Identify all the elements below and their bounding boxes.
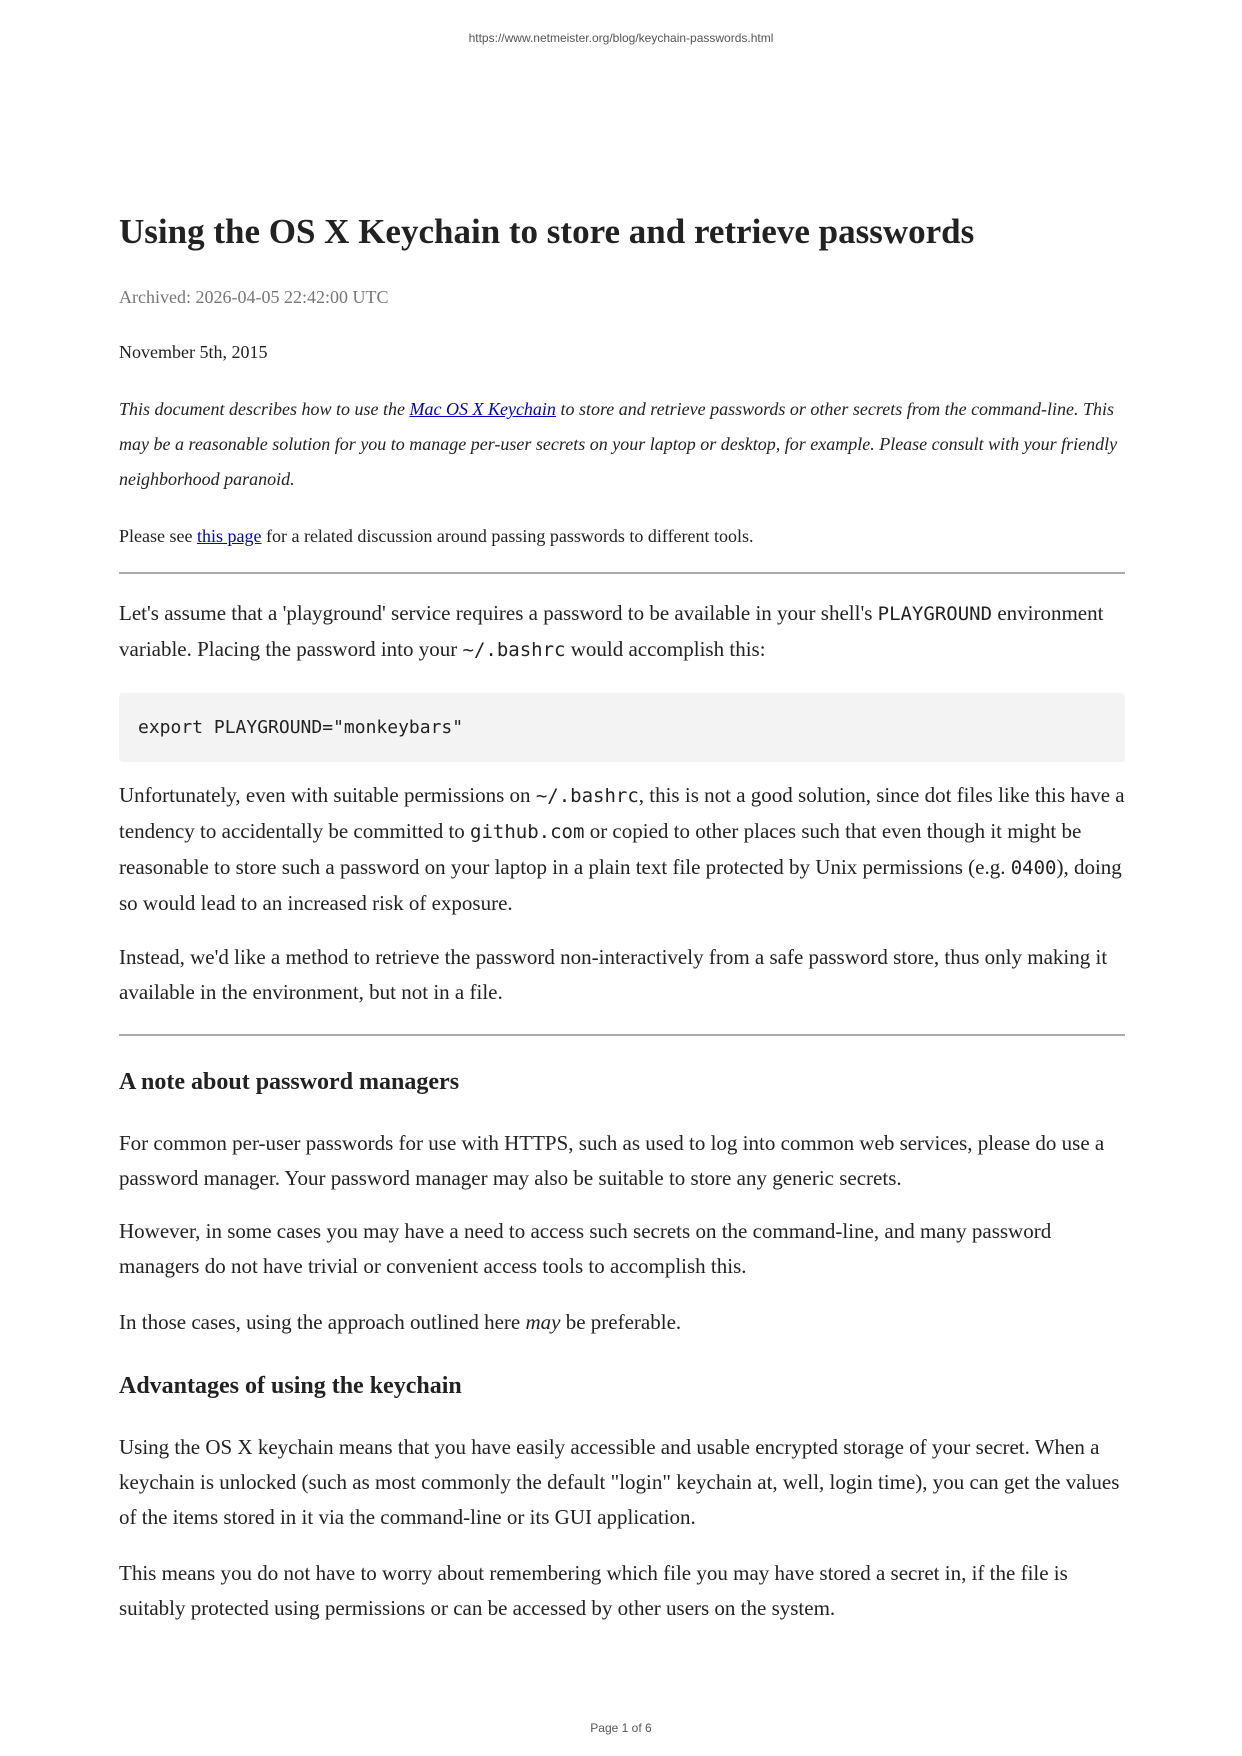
inline-code-playground: PLAYGROUND (877, 603, 993, 625)
section-heading-advantages: Advantages of using the keychain (119, 1373, 462, 1399)
p2-text-4: ), doing so would lead to an increased risk of exposure. (119, 855, 1122, 915)
archived-timestamp: Archived: 2026-04-05 22:42:00 UTC (119, 287, 389, 307)
p1-text-2: environment variable. Placing the password into your (119, 601, 1104, 661)
inline-code-0400: 0400 (1010, 857, 1057, 879)
page-title: Using the OS X Keychain to store and retrieve passwords (119, 212, 975, 251)
code-block: export PLAYGROUND="monkeybars" (119, 693, 1125, 762)
paragraph-instead: Instead, we'd like a method to retrieve the password non-interactively from a safe password store, thus only making it available in the environment, but not in a file. (119, 945, 1108, 1004)
p2-text-3: or copied to other places such that even though it might be reasonable to store such a password on your laptop in a plain text file protected by Unix permissions (e.g. (119, 819, 1082, 879)
paragraph-unfortunately (119, 778, 1125, 921)
related-paragraph (119, 524, 754, 548)
this-page-link[interactable]: this page (196, 526, 262, 546)
paragraph-playground (119, 596, 1125, 668)
paragraph-common-passwords: For common per-user passwords for use with HTTPS, such as used to log into common web services, please do use a password manager. Your password manager may also be suitable to store any generic secrets. (119, 1131, 1105, 1190)
s1p3-text-2: be preferable. (560, 1310, 682, 1334)
mac-keychain-link[interactable]: Mac OS X Keychain (409, 399, 556, 419)
section-heading-password-managers: A note about password managers (119, 1069, 460, 1095)
inline-code-bashrc: ~/.bashrc (462, 639, 566, 661)
p1-text-1: Let's assume that a 'playground' service requires a password to be available in your shell's (119, 601, 878, 625)
related-text-2: for a related discussion around passing passwords to different tools. (261, 526, 754, 546)
s1p3-text-1: In those cases, using the approach outlined here (119, 1310, 526, 1334)
publish-date: November 5th, 2015 (119, 342, 268, 362)
page-url-header: https://www.netmeister.org/blog/keychain-passwords.html (468, 31, 774, 45)
paragraph-however: However, in some cases you may have a need to access such secrets on the command-line, and many password managers do not have trivial or convenient access tools to accomplish this. (119, 1219, 1052, 1278)
related-text-1: Please see (119, 526, 197, 546)
emphasis-may: may (525, 1310, 561, 1334)
intro-paragraph (119, 392, 1125, 497)
divider (119, 1034, 1125, 1036)
paragraph-using-keychain: Using the OS X keychain means that you have easily accessible and usable encrypted storage of your secret. When a keychain is unlocked (such as most commonly the default "login" keychain at, well, login time), you can get the values of the items stored in it via the command-line or its GUI application. (119, 1435, 1120, 1529)
intro-text-2: to store and retrieve passwords or other secrets from the command-line. This may be a reasonable solution for you to manage per-user secrets on your laptop or desktop, for example. Please consult with your friendly neighborhood paranoid. (119, 399, 1118, 489)
paragraph-no-worry: This means you do not have to worry about remembering which file you may have stored a secret in, if the file is suitably protected using permissions or can be accessed by other users on the system. (119, 1561, 1068, 1620)
p2-text-1: Unfortunately, even with suitable permissions on (119, 783, 536, 807)
p2-text-2: , this is not a good solution, since dot files like this have a tendency to accidentally be committed to (119, 783, 1125, 843)
inline-code-bashrc-2: ~/.bashrc (535, 785, 639, 807)
page-number: Page 1 of 6 (590, 1721, 652, 1735)
paragraph-those-cases (119, 1305, 1125, 1340)
intro-text-1: This document describes how to use the (119, 399, 410, 419)
divider (119, 572, 1125, 574)
p1-text-3: would accomplish this: (565, 637, 766, 661)
inline-code-github: github.com (470, 821, 585, 843)
